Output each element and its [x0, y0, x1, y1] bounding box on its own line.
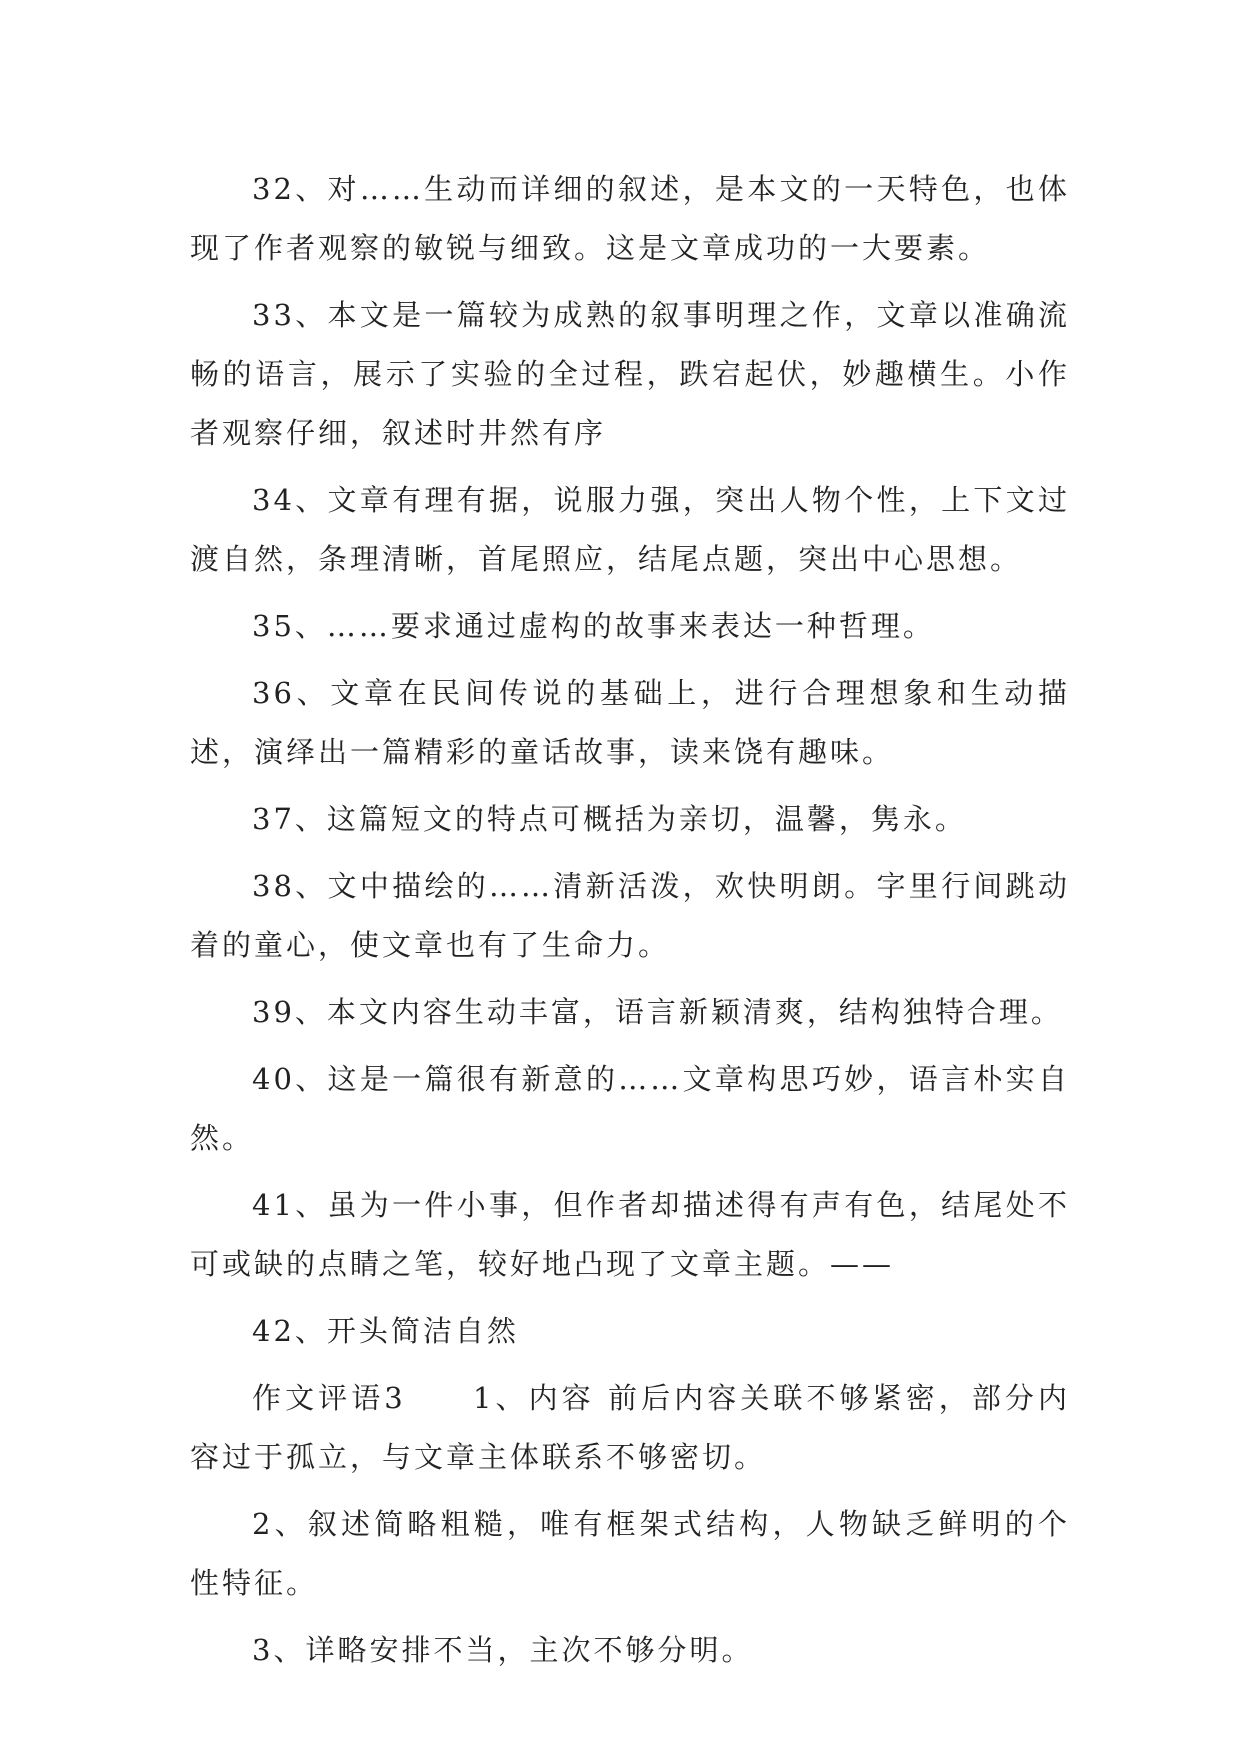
paragraph-39: 39、本文内容生动丰富，语言新颖清爽，结构独特合理。	[252, 995, 1063, 1029]
paragraph-41: 41、虽为一件小事，但作者却描述得有声有色，结尾处不可或缺的点睛之笔，较好地凸现了文章主题。——	[190, 1188, 1070, 1281]
paragraph-item-2: 2、叙述简略粗糙，唯有框架式结构，人物缺乏鲜明的个性特征。	[190, 1507, 1070, 1600]
paragraph-37: 37、这篇短文的特点可概括为亲切，温馨，隽永。	[252, 802, 967, 836]
paragraph-42: 42、开头简洁自然	[252, 1314, 519, 1348]
paragraph-40: 40、这是一篇很有新意的……文章构思巧妙，语言朴实自然。	[190, 1062, 1070, 1155]
document-body	[190, 160, 1070, 1680]
section-heading-comment-3: 作文评语3 1、内容 前后内容关联不够紧密，部分内容过于孤立，与文章主体联系不够密切。	[190, 1381, 1070, 1474]
paragraph-36: 36、文章在民间传说的基础上，进行合理想象和生动描述，演绎出一篇精彩的童话故事，读来饶有趣味。	[190, 676, 1070, 769]
paragraph-35: 35、……要求通过虚构的故事来表达一种哲理。	[252, 609, 935, 643]
paragraph-34: 34、文章有理有据，说服力强，突出人物个性，上下文过渡自然，条理清晰，首尾照应，结尾点题，突出中心思想。	[190, 483, 1070, 576]
paragraph-item-3: 3、详略安排不当，主次不够分明。	[252, 1633, 754, 1667]
paragraph-38: 38、文中描绘的……清新活泼，欢快明朗。字里行间跳动着的童心，使文章也有了生命力。	[190, 869, 1070, 962]
paragraph-32: 32、对……生动而详细的叙述，是本文的一天特色，也体现了作者观察的敏锐与细致。这是文章成功的一大要素。	[190, 172, 1070, 265]
paragraph-33: 33、本文是一篇较为成熟的叙事明理之作，文章以准确流畅的语言，展示了实验的全过程，跌宕起伏，妙趣横生。小作者观察仔细，叙述时井然有序	[190, 298, 1070, 450]
